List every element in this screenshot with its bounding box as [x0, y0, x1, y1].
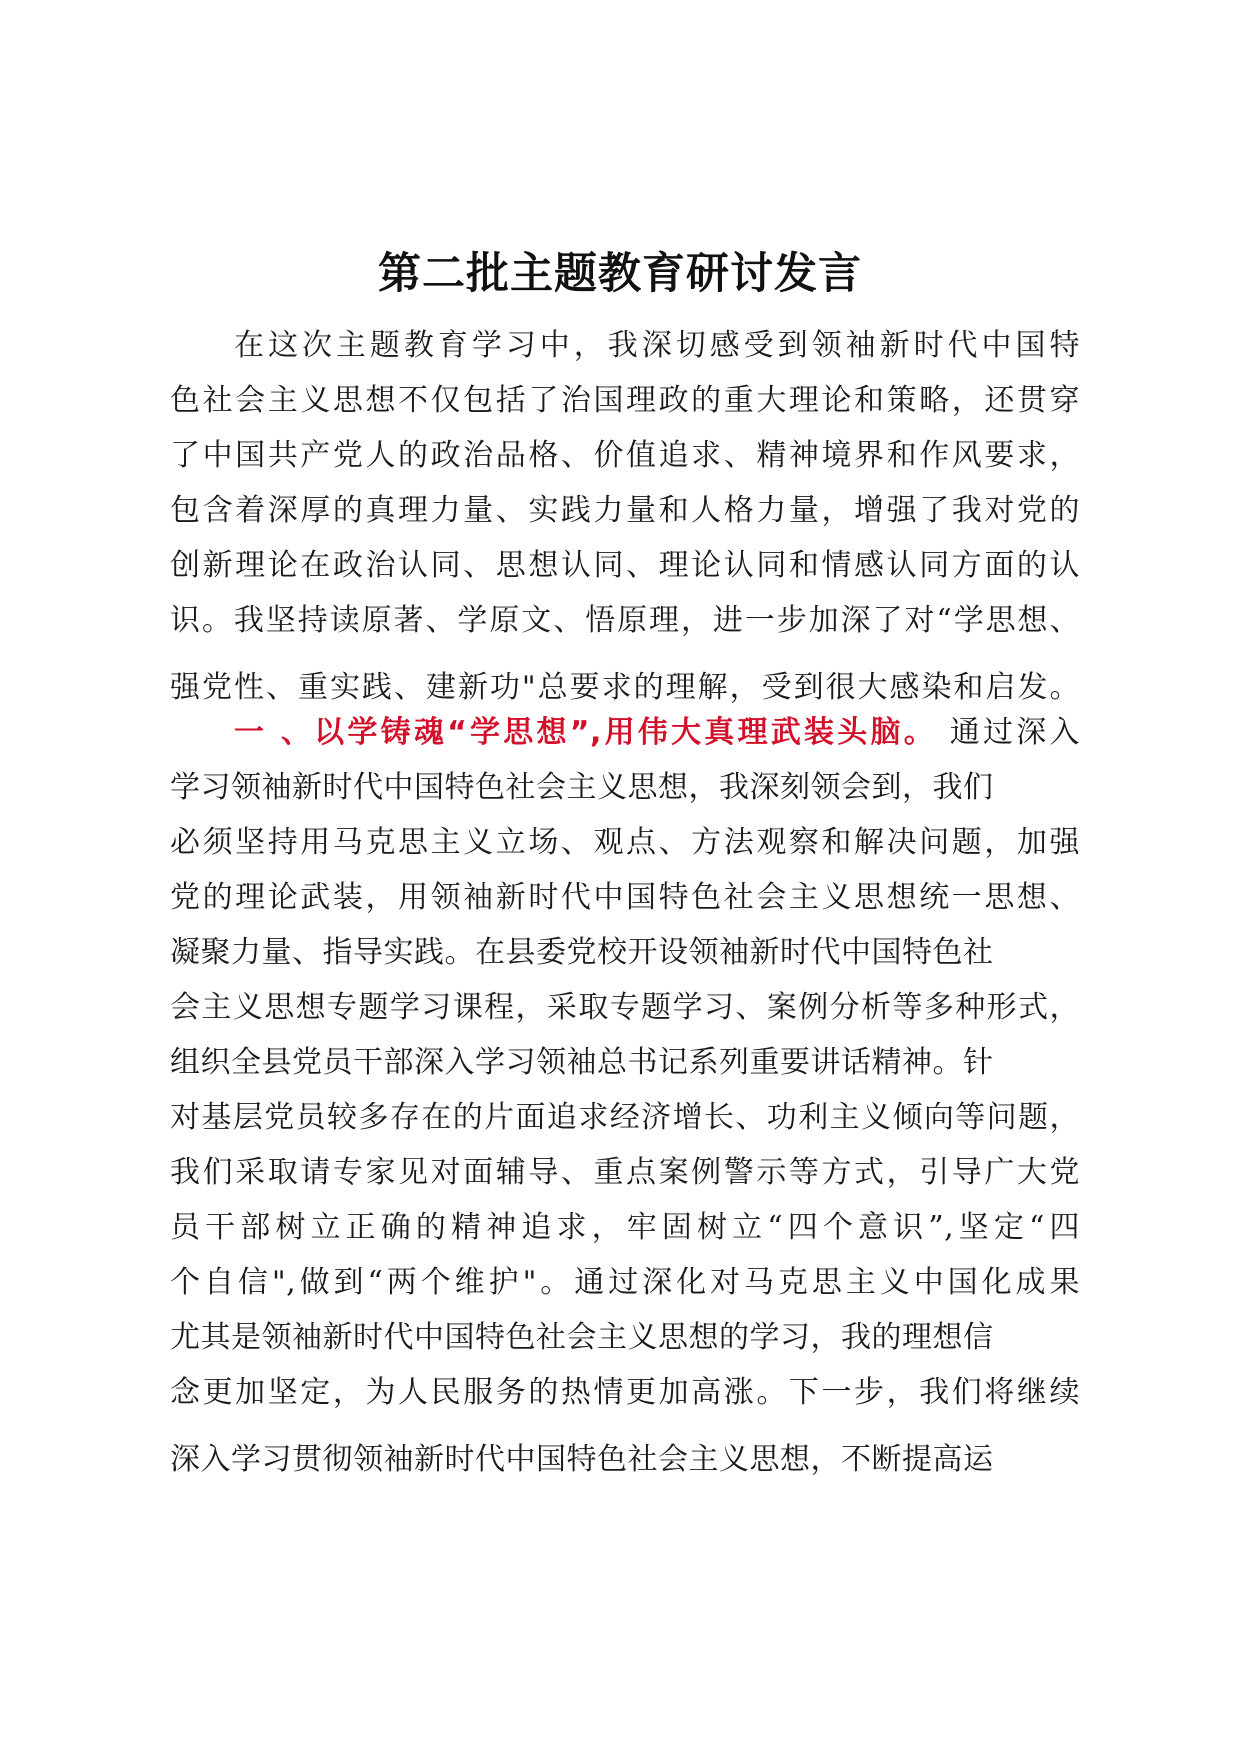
paragraph-line: 党的理论武装，用领袖新时代中国特色社会主义思想统一思想、 — [170, 880, 1080, 915]
paragraph-line: 凝聚力量、指导实践。在县委党校开设领袖新时代中国特色社 — [170, 935, 994, 970]
paragraph-line: 必须坚持用马克思主义立场、观点、方法观察和解决问题，加强 — [170, 825, 1080, 860]
section-heading-tail: 通过深入 — [949, 715, 1080, 750]
paragraph-line: 组织全县党员干部深入学习领袖总书记系列重要讲话精神。针 — [170, 1045, 994, 1080]
paragraph-line: 个自信",做到“两个维护"。通过深化对马克思主义中国化成果 — [170, 1265, 1080, 1300]
paragraph-line: 尤其是领袖新时代中国特色社会主义思想的学习，我的理想信 — [170, 1320, 994, 1355]
paragraph-line: 了中国共产党人的政治品格、价值追求、精神境界和作风要求， — [170, 438, 1080, 473]
paragraph-line: 我们采取请专家见对面辅导、重点案例警示等方式，引导广大党 — [170, 1155, 1080, 1190]
paragraph-line: 创新理论在政治认同、思想认同、理论认同和情感认同方面的认 — [170, 548, 1080, 583]
document-title: 第二批主题教育研讨发言 — [378, 249, 862, 299]
paragraph-line: 强党性、重实践、建新功"总要求的理解，受到很大感染和启发。 — [170, 670, 1080, 705]
paragraph-line: 识。我坚持读原著、学原文、悟原理，进一步加深了对“学思想、 — [170, 603, 1080, 638]
paragraph-line: 色社会主义思想不仅包括了治国理政的重大理论和策略，还贯穿 — [170, 383, 1080, 418]
paragraph-line: 念更加坚定，为人民服务的热情更加高涨。下一步，我们将继续 — [170, 1375, 1080, 1410]
section-heading-line — [170, 705, 1080, 760]
paragraph-line: 员干部树立正确的精神追求，牢固树立“四个意识”,坚定“四 — [170, 1210, 1080, 1245]
paragraph-line: 深入学习贯彻领袖新时代中国特色社会主义思想，不断提高运 — [170, 1442, 994, 1477]
paragraph-line: 在这次主题教育学习中，我深切感受到领袖新时代中国特 — [234, 328, 1080, 363]
section-one — [170, 705, 1080, 1487]
paragraph-intro — [170, 318, 1080, 715]
paragraph-line: 学习领袖新时代中国特色社会主义思想，我深刻领会到，我们 — [170, 770, 994, 805]
paragraph-line: 包含着深厚的真理力量、实践力量和人格力量，增强了我对党的 — [170, 493, 1080, 528]
paragraph-line: 对基层党员较多存在的片面追求经济增长、功利主义倾向等问题， — [170, 1100, 1080, 1135]
paragraph-line: 会主义思想专题学习课程，采取专题学习、案例分析等多种形式， — [170, 990, 1080, 1025]
section-heading: 一 、以学铸魂“学思想”,用伟大真理武装头脑。 — [234, 715, 937, 750]
